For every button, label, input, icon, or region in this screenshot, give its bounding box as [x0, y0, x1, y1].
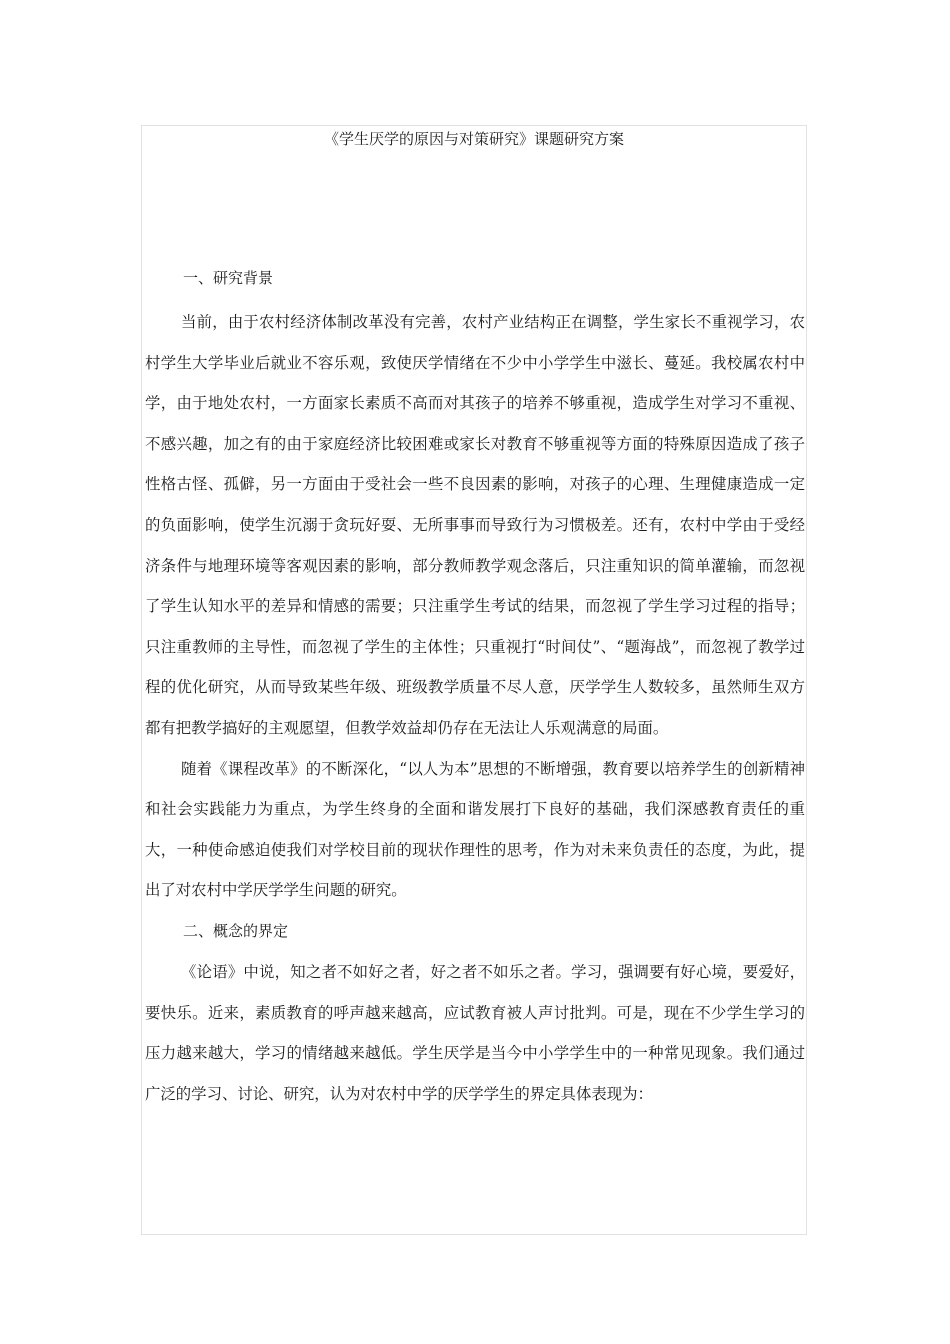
paragraph-background-1: 当前，由于农村经济体制改革没有完善，农村产业结构正在调整，学生家长不重视学习，农村学生大学毕业后就业不容乐观，致使厌学情绪在不少中小学学生中滋长、蔓延。我校属农村中学，由于地处农村，一方面家长素质不高而对其孩子的培养不够重视，造成学生对学习不重视、不感兴趣，加之有的由于家庭经济比较困难或家长对教育不够重视等方面的特殊原因造成了孩子性格古怪、孤僻，另一方面由于受社会一些不良因素的影响，对孩子的心理、生理健康造成一定的负面影响，使学生沉溺于贪玩好耍、无所事事而导致行为习惯极差。还有，农村中学由于受经济条件与地理环境等客观因素的影响，部分教师教学观念落后，只注重知识的简单灌输，而忽视了学生认知水平的差异和情感的需要；只注重学生考试的结果，而忽视了学生学习过程的指导；只注重教师的主导性，而忽视了学生的主体性；只重视打“时间仗”、“题海战”，而忽视了教学过程的优化研究，从而导致某些年级、班级教学质量不尽人意，厌学学生人数较多，虽然师生双方都有把教学搞好的主观愿望，但教学效益却仍存在无法让人乐观满意的局面。	[145, 313, 805, 737]
section-heading-background: 一、研究背景	[183, 269, 274, 287]
paragraph-definition-1: 《论语》中说，知之者不如好之者，好之者不如乐之者。学习，强调要有好心境，要爱好，要快乐。近来，素质教育的呼声越来越高，应试教育被人声讨批判。可是，现在不少学生学习的压力越来越大，学习的情绪越来越低。学生厌学是当今中小学学生中的一种常见现象。我们通过广泛的学习、讨论、研究，认为对农村中学的厌学学生的界定具体表现为：	[145, 962, 805, 1103]
paragraph-background-2: 随着《课程改革》的不断深化，“以人为本”思想的不断增强，教育要以培养学生的创新精神和社会实践能力为重点，为学生终身的全面和谐发展打下良好的基础，我们深感教育责任的重大，一种使命感迫使我们对学校目前的现状作理性的思考，作为对未来负责任的态度，为此，提出了对农村中学厌学学生问题的研究。	[145, 759, 805, 900]
document-title: 《学生厌学的原因与对策研究》课题研究方案	[323, 130, 624, 148]
document-body	[145, 258, 805, 1114]
section-heading-definition: 二、概念的界定	[183, 921, 289, 940]
